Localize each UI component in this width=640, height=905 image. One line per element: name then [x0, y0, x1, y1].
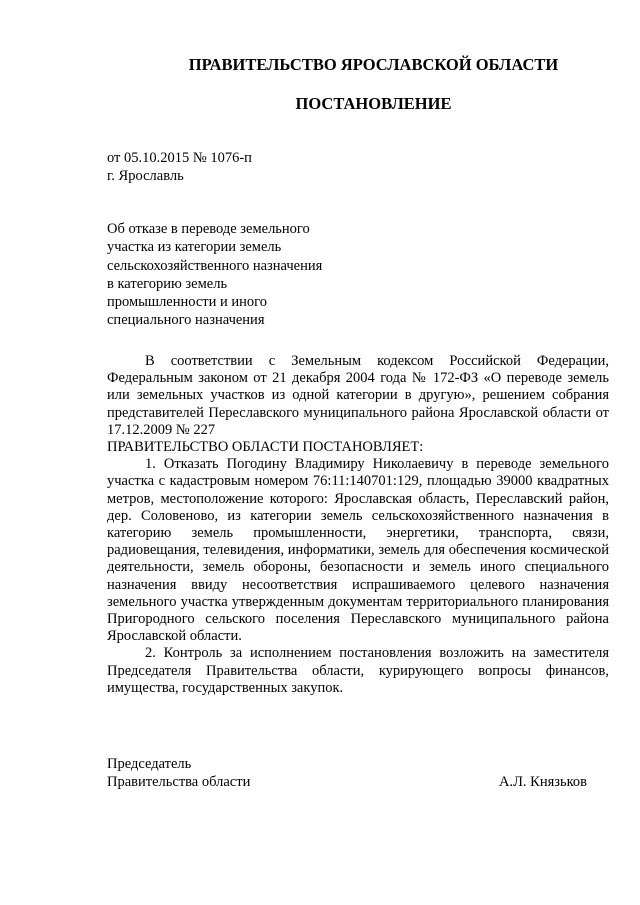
subject-line: специального назначения: [107, 312, 265, 329]
document-type-title: ПОСТАНОВЛЕНИЕ: [295, 94, 452, 113]
document-city: г. Ярославль: [107, 168, 184, 184]
signatory-title-line2: Правительства области: [107, 774, 251, 790]
document-date-number: от 05.10.2015 № 1076-п: [107, 150, 252, 166]
signatory-name: А.Л. Князьков: [498, 774, 587, 790]
document-meta: [107, 149, 252, 185]
document-subject: [107, 220, 322, 330]
resolution-statement: ПРАВИТЕЛЬСТВО ОБЛАСТИ ПОСТАНОВЛЯЕТ:: [107, 439, 424, 456]
document-body: [107, 353, 609, 697]
subject-line: участка из категории земель: [107, 239, 282, 256]
subject-line: промышленности и иного: [107, 294, 268, 311]
signature-block: [107, 755, 587, 791]
signature-row: [107, 773, 587, 791]
subject-line: Об отказе в переводе земельного: [107, 221, 310, 237]
preamble-paragraph: В соответствии с Земельным кодексом Российской Федерации, Федеральным законом от 21 декабря 2004 года № 172-ФЗ «О переводе земель или земельных участков из одной категории в другую», решением собрания представителей Переславского муниципального района Ярославской области от 17.12.2009 № 227: [107, 353, 609, 438]
subject-line: сельскохозяйственного назначения: [107, 257, 323, 274]
subject-line: в категорию земель: [107, 275, 228, 292]
signatory-title-line1: Председатель: [107, 756, 192, 772]
clause-1: 1. Отказать Погодину Владимиру Николаевичу в переводе земельного участка с кадастровым номером 76:11:140701:129, площадью 39000 квадратных метров, местоположение которого: Ярославская область, Переславский район, дер. Соловеново, из категории земель сельскохозяйственного назначения в категорию земель промышленности, энергетики, транспорта, связи, радиовещания, телевидения, информатики, земель для обеспечения космической деятельности, земель обороны, безопасности и земель иного специального назначения ввиду несоответствия испрашиваемого целевого назначения земельного участка утвержденным документам территориального планирования Пригородного сельского поселения Переславского муниципального района Ярославской области.: [107, 456, 609, 645]
clause-2: 2. Контроль за исполнением постановления возложить на заместителя Председателя Правительства области, курирующего вопросы финансов, имущества, государственных закупок.: [107, 645, 609, 696]
government-title: ПРАВИТЕЛЬСТВО ЯРОСЛАВСКОЙ ОБЛАСТИ: [188, 55, 559, 74]
